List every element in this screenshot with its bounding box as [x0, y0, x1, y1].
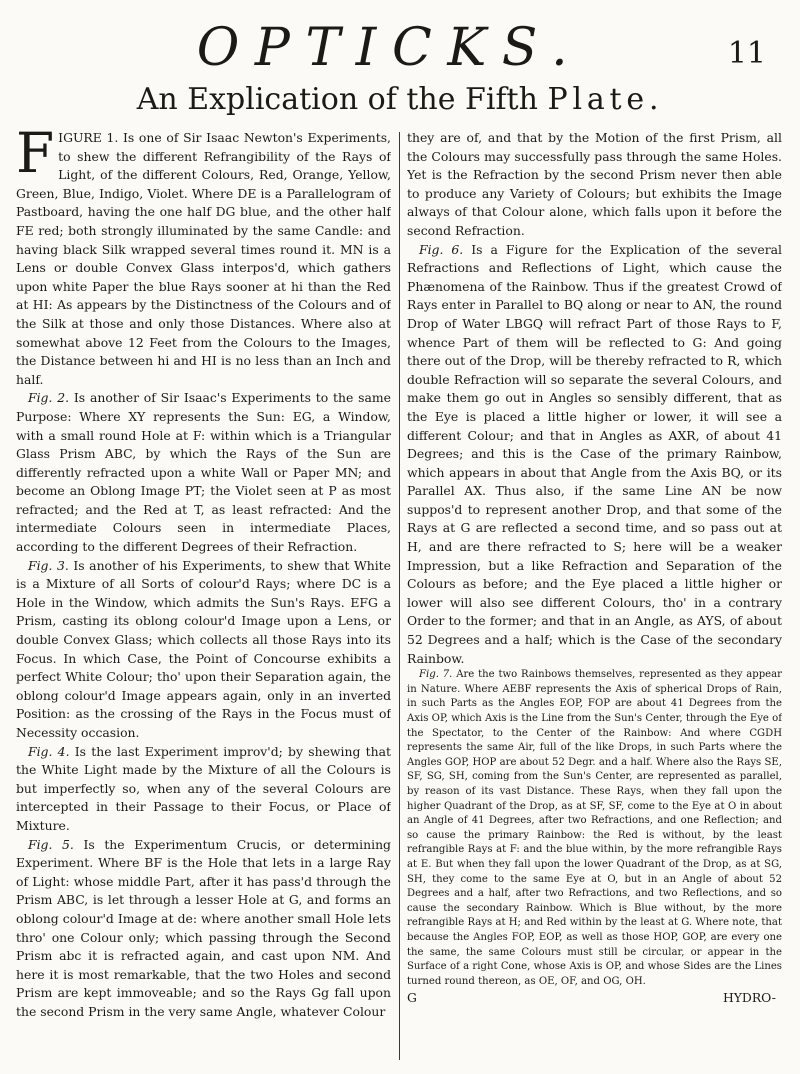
paragraph-text: Are the two Rainbows themselves, represented as they appear in Nature. Where AEBF represents the Axis of spherical Drops of Rain, in such Parts as the Angles EOP, FOP are about 41 Degrees from the Axis OP, which Axis is the Line from the Sun's Center, through the Eye of the Spectator, to the Center of the Rainbow: And where CGDH represents the same Air, full of the like Drops, in such Parts where the Angles GOP, HOP are about 52 Degr. and a half. Where also the Rays SE, SF, SG, SH, coming from the Sun's Center, are represented as parallel, by reason of its vast Distance. These Rays, when they fall upon the higher Quadrant of the Drop, as at SF, SF, come to the Eye at O in about an Angle of 41 Degrees, after two Refractions, and one Reflection; and so cause the primary Rainbow: the Red is without, by the least refrangible Rays at F: and the blue within, by the more refrangible Rays at E. But when they fall upon the lower Quadrant of the Drop, as at SG, SH, they come to the same Eye at O, but in an Angle of about 52 Degrees and a half, after two Refractions, and two Reflections, and so cause the secondary Rainbow. Which is Blue without, by the more refrangible Rays at H; and Red within by the least at G. Where note, that because the Angles FOP, EOP, as well as those HOP, GOP, are every one the same, the same Colours must still be circular, or appear in the Surface of a right Cone, whose Axis is OP, and whose Sides are the Lines turned round thereon, as OE, OF, and OG, OH.	[407, 669, 782, 987]
paragraph-text: Is the Experimentum Crucis, or determining Experiment. Where BF is the Hole that lets in a large Ray of Light: whose middle Part, after it has pass'd through the Prism ABC, is let through a lesser Hole at G, and forms an oblong colour'd Image at de: where another small Hole lets thro' one Colour only; which passing through the Second Prism abc it is refracted again, and cast upon NM. And here it is most remarkable, that the two Holes and second Prism are kept immoveable; and so the Rays Gg fall upon the second Prism in the very same Angle, whatever Colour	[16, 836, 391, 1019]
figure-label: Fig. 2.	[28, 390, 70, 406]
page-title-text: An Explication of the Fifth	[136, 82, 538, 117]
figure-label: Fig. 6.	[419, 241, 464, 257]
left-column	[16, 129, 391, 1059]
paragraph-text: IGURE 1. Is one of Sir Isaac Newton's Experiments, to shew the different Refrangibility of the Rays of Light, of the different Colours, Red, Orange, Yellow, Green, Blue, Indigo, Violet. Where DE is a Parallelogram of Pastboard, having the one half DG blue, and the other half FE red; both strongly illuminated by the same Candle: and having black Silk wrapped several times round it. MN is a Lens or double Convex Glass interpos'd, which gathers upon white Paper the blue Rays sooner at hi than the Red at HI: As appears by the Distinctness of the Colours and of the Silk at those and only those Distances. Where also at somewhat above 12 Feet from the Colours to the Images, the Distance between hi and HI is no less than an Inch and half.	[16, 130, 391, 387]
paragraph-fig-1	[16, 129, 391, 389]
paragraph-text: Is a Figure for the Explication of the several Refractions and Reflections of Light, which cause the Phænomena of the Rainbow. Thus if the greatest Crowd of Rays enter in Parallel to BQ along or near to AN, the round Drop of Water LBGQ will refract Part of those Rays to F, whence Part of them will be reflected to G: And going there out of the Drop, will be thereby refracted to R, which double Refraction will so separate the several Colours, and make them go out in Angles so sensibly different, that as the Eye is placed a little higher or lower, it will see a different Colour; and that in Angles as AXR, of about 41 Degrees; and this is the Case of the primary Rainbow, which appears in about that Angle from the Axis BQ, or its Parallel AX. Thus also, if the same Line AN be now suppos'd to represent another Drop, and that some of the Rays at G are reflected a second time, and so pass out at H, and are there refracted to S; here will be a weaker Impression, but a like Refraction and Separation of the Colours as before; and the Eye placed a little higher or lower will also see different Colours, tho' in a contrary Order to the former; and that in an Angle, as AYS, of about 52 Degrees and a half; which is the Case of the secondary Rainbow.	[407, 241, 782, 666]
paragraph-text: Is the last Experiment improv'd; by shewing that the White Light made by the Mixture of all the Colours is but imperfectly so, when any of the several Colours are intercepted in their Passage to their Focus, or Place of Mixture.	[16, 743, 391, 833]
right-column	[407, 129, 782, 1059]
running-head	[0, 18, 800, 78]
catchword: HYDRO-	[722, 990, 776, 1006]
footer-line	[407, 989, 782, 1008]
running-title: OPTICKS.	[196, 18, 584, 78]
paragraph-fig-6	[407, 241, 782, 669]
figure-label: Fig. 7.	[419, 669, 453, 681]
page-title-plate: Plate.	[547, 82, 664, 117]
figure-label: Fig. 5.	[28, 836, 74, 852]
page-title	[20, 74, 780, 126]
paragraph-fig-2	[16, 389, 391, 556]
page-number: 11	[727, 36, 766, 71]
paragraph-fig-7	[407, 668, 782, 989]
drop-cap: F	[16, 129, 55, 185]
paragraph-fig-5	[16, 836, 391, 1022]
figure-label: Fig. 3.	[28, 557, 69, 573]
signature-mark: G	[407, 990, 417, 1006]
column-divider	[399, 132, 400, 1060]
figure-label: Fig. 4.	[28, 743, 70, 759]
paragraph-continued: they are of, and that by the Motion of the first Prism, all the Colours may successfully pass through the same Holes. Yet is the Refraction by the second Prism never then able to produce any Variety of Colours; but exhibits the Image always of that Colour alone, which falls upon it before the second Refraction.	[407, 130, 782, 238]
paragraph-text: Is another of Sir Isaac's Experiments to the same Purpose: Where XY represents the Sun: EG, a Window, with a small round Hole at F: within which is a Triangular Glass Prism ABC, by which the Rays of the Sun are differently refracted upon a white Wall or Paper MN; and become an Oblong Image PT; the Violet seen at P as most refracted; and the Red at T, as least refracted: And the intermediate Colours seen in intermediate Places, according to the different Degrees of their Refraction.	[16, 390, 391, 555]
paragraph-fig-3	[16, 557, 391, 743]
paragraph-fig-4	[16, 743, 391, 836]
paragraph-text: Is another of his Experiments, to shew that White is a Mixture of all Sorts of colour'd Rays; where DC is a Hole in the Window, which admits the Sun's Rays. EFG a Prism, casting its oblong colour'd Image upon a Lens, or double Convex Glass; which collects all those Rays into its Focus. In which Case, the Point of Concourse exhibits a perfect White Colour; tho' upon their Separation again, the oblong colour'd Image appears again, only in an inverted Position: as the crossing of the Rays in the Focus must of Necessity occasion.	[16, 557, 391, 740]
